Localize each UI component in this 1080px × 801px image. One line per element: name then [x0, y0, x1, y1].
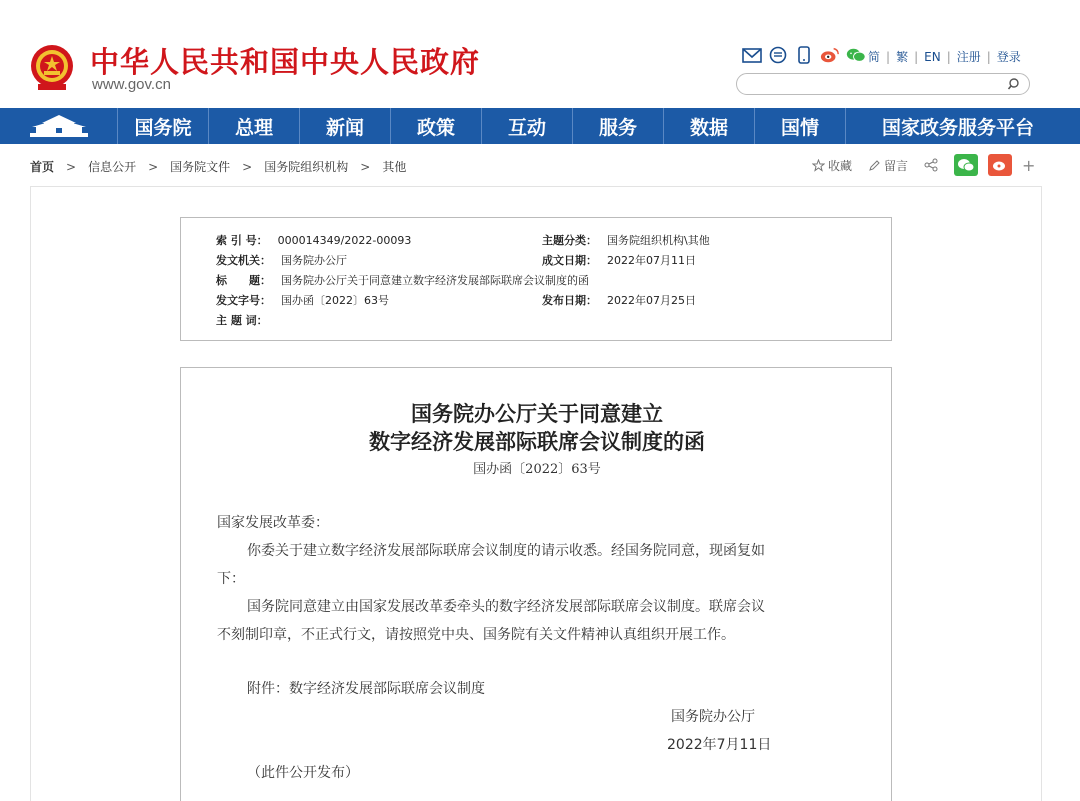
document-title-line1: 国务院办公厅关于同意建立 [411, 402, 663, 426]
search-icon[interactable] [1007, 77, 1021, 91]
meta-category [542, 232, 710, 248]
meta-value: 国办函〔2022〕63号 [281, 294, 389, 307]
document-salutation: 国家发展改革委： [217, 515, 329, 531]
meta-keywords [216, 312, 278, 328]
meta-value: 国务院办公厅关于同意建立数字经济发展部际联席会议制度的函 [281, 274, 589, 287]
document-number: 国办函〔2022〕63号 [473, 462, 601, 477]
weibo-share-button[interactable] [988, 154, 1012, 176]
message-icon[interactable] [768, 46, 788, 64]
meta-index-no [216, 232, 411, 248]
document-signer: 国务院办公厅 [671, 709, 755, 725]
meta-label: 主题分类： [542, 234, 597, 247]
breadcrumb-separator: > [242, 159, 253, 174]
share-icon [924, 158, 938, 172]
nav-data[interactable]: 数据 [664, 108, 755, 144]
register-link[interactable]: 注册 [956, 50, 981, 64]
nav-state-council[interactable]: 国务院 [118, 108, 209, 144]
search-box [736, 73, 1030, 95]
nav-premier[interactable]: 总理 [209, 108, 300, 144]
star-icon [812, 159, 825, 172]
document-paragraph: 下： [217, 571, 245, 587]
favorite-button[interactable] [812, 157, 852, 174]
link-separator: | [886, 49, 891, 64]
breadcrumb-separator: > [148, 159, 159, 174]
login-link[interactable]: 登录 [996, 50, 1021, 64]
site-header [0, 0, 1080, 108]
meta-written-date [542, 252, 696, 268]
wechat-icon [957, 158, 975, 172]
nav-interaction[interactable]: 互动 [482, 108, 573, 144]
nav-news[interactable]: 新闻 [300, 108, 391, 144]
document-meta-box [180, 217, 892, 341]
nav-gov-service-platform[interactable]: 国家政务服务平台 [881, 116, 1034, 139]
breadcrumb-state-council-docs[interactable]: 国务院文件 [170, 160, 231, 174]
meta-label: 索 引 号： [216, 234, 268, 247]
link-separator: | [914, 49, 919, 64]
meta-value: 国务院组织机构\其他 [607, 234, 710, 247]
national-emblem-icon[interactable] [30, 44, 74, 92]
meta-value: 000014349/2022-00093 [277, 234, 412, 247]
traditional-link[interactable]: 繁 [896, 50, 909, 64]
meta-publish-date [542, 292, 696, 308]
nav-policy[interactable]: 政策 [391, 108, 482, 144]
meta-issuer [216, 252, 347, 268]
breadcrumb-home[interactable]: 首页 [30, 160, 55, 174]
favorite-label: 收藏 [828, 158, 853, 173]
breadcrumb-info-disclosure[interactable]: 信息公开 [88, 160, 137, 174]
meta-title [216, 272, 589, 288]
simplified-link[interactable]: 简 [868, 50, 881, 64]
nav-home[interactable] [0, 108, 118, 144]
comment-button[interactable] [868, 157, 908, 174]
top-links [868, 48, 1021, 65]
mail-icon[interactable] [742, 46, 762, 64]
share-bar [812, 154, 1035, 176]
main-nav [0, 108, 1080, 144]
english-link[interactable]: EN [924, 49, 941, 64]
more-share-button[interactable]: + [1022, 155, 1036, 175]
mobile-icon[interactable] [794, 46, 814, 64]
breadcrumb-other[interactable]: 其他 [382, 160, 407, 174]
breadcrumb [30, 158, 406, 175]
top-icon-group [742, 46, 866, 64]
meta-label: 主 题 词： [216, 314, 268, 327]
breadcrumb-separator: > [360, 159, 371, 174]
link-separator: | [946, 49, 951, 64]
breadcrumb-organizations[interactable]: 国务院组织机构 [264, 160, 349, 174]
search-input[interactable] [747, 75, 1007, 95]
link-separator: | [986, 49, 991, 64]
site-title[interactable]: 中华人民共和国中央人民政府 [90, 45, 481, 79]
meta-label: 发文字号： [216, 294, 271, 307]
document-paragraph: 国务院同意建立由国家发展改革委牵头的数字经济发展部际联席会议制度。联席会议 [247, 599, 765, 615]
meta-value: 2022年07月11日 [607, 254, 696, 267]
site-url[interactable]: www.gov.cn [92, 76, 171, 93]
breadcrumb-separator: > [66, 159, 77, 174]
nav-national-conditions[interactable]: 国情 [755, 108, 846, 144]
meta-label: 成文日期： [542, 254, 597, 267]
meta-label: 发文机关： [216, 254, 271, 267]
meta-doc-no [216, 292, 389, 308]
wechat-icon[interactable] [846, 46, 866, 64]
nav-services[interactable]: 服务 [573, 108, 664, 144]
meta-value: 国务院办公厅 [281, 254, 347, 267]
document-attachment-link[interactable]: 附件：数字经济发展部际联席会议制度 [247, 681, 485, 697]
document-title-line2: 数字经济发展部际联席会议制度的函 [369, 430, 705, 454]
weibo-icon [991, 158, 1009, 172]
document-body [180, 367, 892, 801]
tiananmen-icon [28, 113, 90, 139]
share-button[interactable] [924, 158, 938, 172]
weibo-icon[interactable] [820, 46, 840, 64]
comment-label: 留言 [884, 158, 909, 173]
meta-label: 标 题： [216, 274, 271, 287]
meta-label: 发布日期： [542, 294, 597, 307]
document-public-note: （此件公开发布） [247, 765, 359, 781]
pencil-icon [868, 159, 881, 172]
document-paragraph: 你委关于建立数字经济发展部际联席会议制度的请示收悉。经国务院同意，现函复如 [247, 543, 765, 559]
document-paragraph: 不刻制印章，不正式行文，请按照党中央、国务院有关文件精神认真组织开展工作。 [217, 627, 735, 643]
document-date: 2022年7月11日 [667, 737, 772, 753]
meta-value: 2022年07月25日 [607, 294, 696, 307]
wechat-share-button[interactable] [954, 154, 978, 176]
